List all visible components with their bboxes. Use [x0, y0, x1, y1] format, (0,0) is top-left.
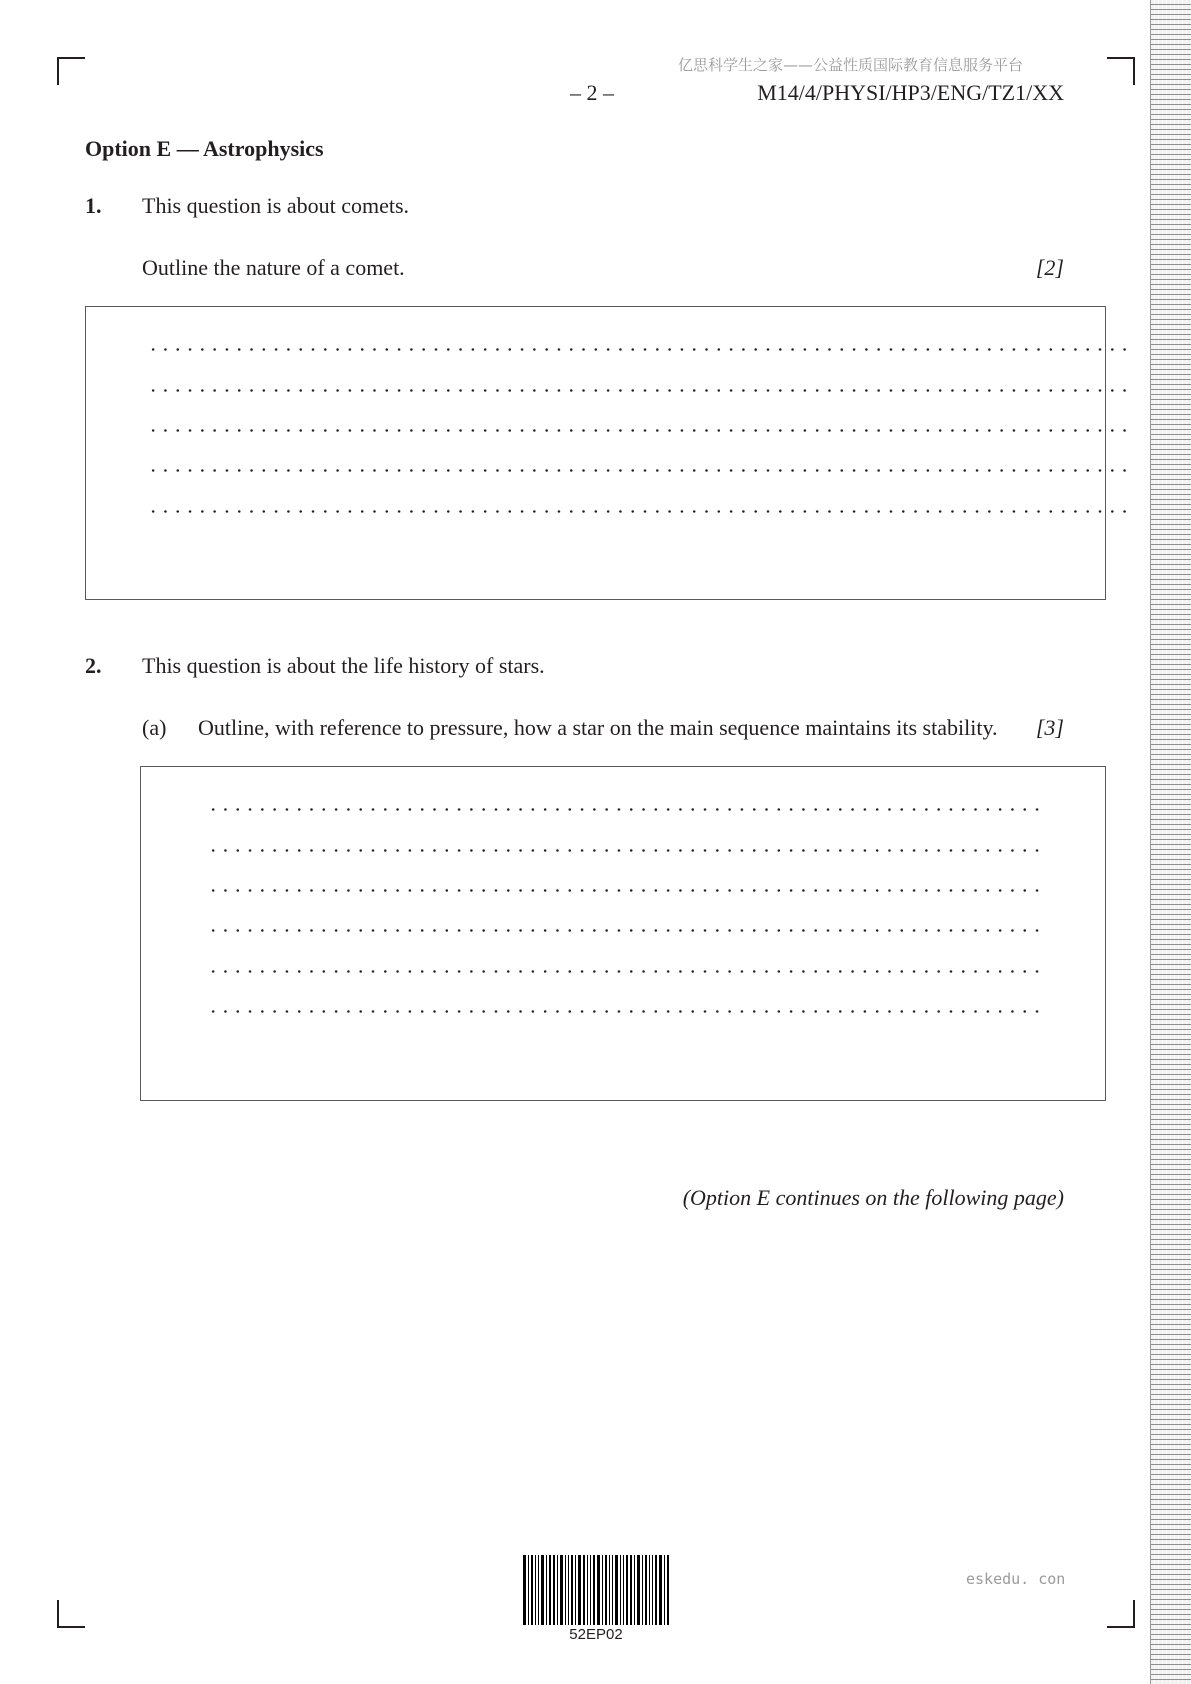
question-1-number: 1.	[85, 193, 102, 218]
continues-note: (Option E continues on the following page)	[682, 1185, 1064, 1210]
barcode-bar	[546, 1555, 547, 1625]
barcode-bar	[652, 1555, 653, 1625]
answer-line	[207, 849, 1045, 852]
crop-mark-top-left	[57, 57, 85, 85]
question-2-number: 2.	[85, 653, 102, 678]
barcode-bar	[615, 1555, 618, 1625]
barcode-bar	[590, 1555, 591, 1625]
barcode-bar	[568, 1555, 569, 1625]
question-2a-prompt: Outline, with reference to pressure, how a star on the main sequence maintains its stability.	[198, 715, 998, 740]
header-watermark: 亿思科学生之家——公益性质国际教育信息服务平台	[678, 56, 1024, 74]
question-1-intro: This question is about comets.	[142, 193, 410, 218]
barcode-bar	[587, 1555, 588, 1625]
barcode-bar	[637, 1555, 640, 1625]
question-2a-marks: [3]	[1035, 715, 1064, 740]
crop-mark-bottom-right	[1107, 1600, 1135, 1628]
answer-line	[147, 429, 1131, 432]
barcode-bar	[560, 1555, 563, 1625]
barcode-bar	[571, 1555, 573, 1625]
barcode-bar	[565, 1555, 566, 1625]
barcode-bar	[553, 1555, 555, 1625]
question-1-marks: [2]	[1035, 255, 1064, 280]
question-2a-answer-box[interactable]	[140, 766, 1106, 1101]
barcode-bar	[609, 1555, 610, 1625]
scan-edge-strip	[1150, 0, 1191, 1684]
answer-line	[147, 389, 1131, 392]
section-title: Option E — Astrophysics	[85, 136, 324, 161]
question-1-answer-box[interactable]	[85, 306, 1106, 600]
crop-mark-bottom-left	[57, 1600, 85, 1628]
barcode-bar	[605, 1555, 607, 1625]
barcode-bar	[612, 1555, 613, 1625]
barcode-bar	[664, 1555, 665, 1625]
answer-line	[207, 1010, 1045, 1013]
barcode-bar	[597, 1555, 600, 1625]
barcode-bar	[645, 1555, 647, 1625]
footer-watermark: eskedu. con	[966, 1570, 1066, 1588]
barcode-bar	[531, 1555, 533, 1625]
barcode-bar	[649, 1555, 650, 1625]
barcode-bar	[575, 1555, 576, 1625]
barcode-bar	[655, 1555, 657, 1625]
barcode-bar	[523, 1555, 526, 1625]
barcode-bar	[578, 1555, 581, 1625]
barcode-bar	[602, 1555, 603, 1625]
page-number: – 2 –	[570, 80, 614, 105]
answer-line	[207, 889, 1045, 892]
barcode-bar	[549, 1555, 551, 1625]
answer-line	[207, 929, 1045, 932]
barcode-bar	[642, 1555, 643, 1625]
barcode-bar	[528, 1555, 529, 1625]
question-2a-label: (a)	[142, 715, 167, 740]
barcode-bar	[667, 1555, 669, 1625]
question-1-prompt: Outline the nature of a comet.	[142, 255, 405, 280]
answer-line	[207, 808, 1045, 811]
barcode-bar	[541, 1555, 544, 1625]
exam-code: M14/4/PHYSI/HP3/ENG/TZ1/XX	[757, 80, 1064, 105]
barcode-bar	[630, 1555, 632, 1625]
answer-line	[147, 348, 1131, 351]
barcode-bar	[659, 1555, 662, 1625]
barcode-bar	[557, 1555, 558, 1625]
question-2-intro: This question is about the life history of stars.	[142, 653, 545, 678]
answer-line	[147, 510, 1131, 513]
answer-line	[207, 970, 1045, 973]
answer-line	[147, 469, 1131, 472]
barcode-bar	[593, 1555, 595, 1625]
barcode	[523, 1555, 669, 1625]
barcode-bar	[634, 1555, 635, 1625]
crop-mark-top-right	[1107, 57, 1135, 85]
barcode-bar	[620, 1555, 621, 1625]
barcode-bar	[535, 1555, 536, 1625]
barcode-bar	[623, 1555, 624, 1625]
barcode-bar	[626, 1555, 628, 1625]
barcode-bar	[583, 1555, 585, 1625]
barcode-number: 52EP02	[569, 1626, 623, 1643]
barcode-bar	[538, 1555, 539, 1625]
